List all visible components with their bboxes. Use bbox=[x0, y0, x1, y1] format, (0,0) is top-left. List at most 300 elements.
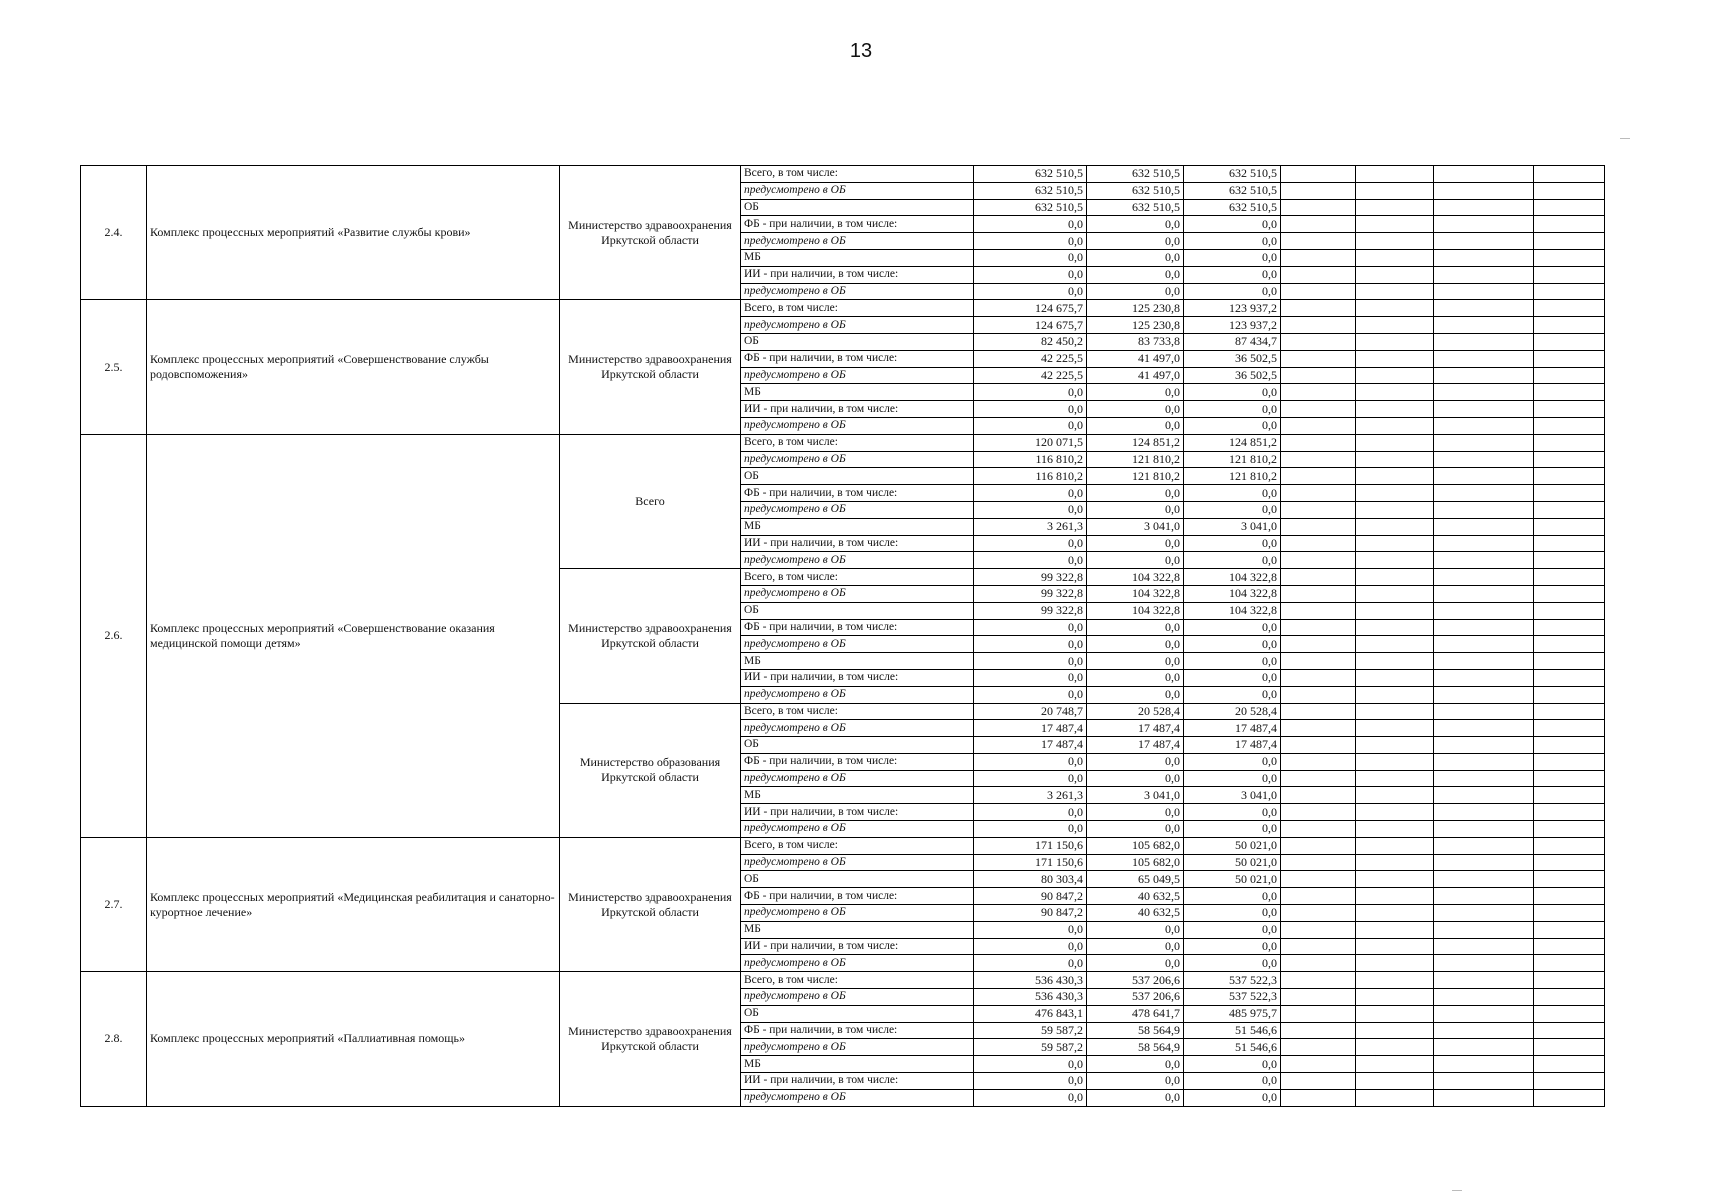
amount-cell: 42 225,5 bbox=[974, 367, 1087, 384]
amount-cell: 0,0 bbox=[1087, 938, 1184, 955]
amount-cell: 0,0 bbox=[1184, 283, 1281, 300]
empty-cell bbox=[1534, 653, 1605, 670]
empty-cell bbox=[1434, 955, 1534, 972]
empty-cell bbox=[1434, 804, 1534, 821]
empty-cell bbox=[1534, 720, 1605, 737]
funding-source-label: предусмотрено в ОБ bbox=[741, 417, 974, 434]
table-body bbox=[81, 166, 1605, 1107]
amount-cell: 537 522,3 bbox=[1184, 989, 1281, 1006]
amount-cell: 0,0 bbox=[1087, 417, 1184, 434]
funding-source-label: МБ bbox=[741, 249, 974, 266]
empty-cell bbox=[1434, 787, 1534, 804]
amount-cell: 120 071,5 bbox=[974, 434, 1087, 451]
empty-cell bbox=[1534, 468, 1605, 485]
funding-source-label: Всего, в том числе: bbox=[741, 837, 974, 854]
empty-cell bbox=[1281, 535, 1356, 552]
amount-cell: 0,0 bbox=[1087, 485, 1184, 502]
amount-cell: 0,0 bbox=[974, 501, 1087, 518]
empty-cell bbox=[1534, 837, 1605, 854]
funding-source-label: предусмотрено в ОБ bbox=[741, 585, 974, 602]
funding-source-label: предусмотрено в ОБ bbox=[741, 854, 974, 871]
amount-cell: 20 748,7 bbox=[974, 703, 1087, 720]
amount-cell: 124 675,7 bbox=[974, 300, 1087, 317]
empty-cell bbox=[1281, 1022, 1356, 1039]
funding-source-label: ФБ - при наличии, в том числе: bbox=[741, 485, 974, 502]
amount-cell: 0,0 bbox=[1087, 955, 1184, 972]
empty-cell bbox=[1534, 166, 1605, 183]
funding-source-label: ИИ - при наличии, в том числе: bbox=[741, 669, 974, 686]
empty-cell bbox=[1534, 249, 1605, 266]
funding-source-label: Всего, в том числе: bbox=[741, 569, 974, 586]
budget-table bbox=[80, 165, 1605, 1107]
empty-cell bbox=[1356, 1039, 1434, 1056]
empty-cell bbox=[1356, 434, 1434, 451]
empty-cell bbox=[1534, 233, 1605, 250]
empty-cell bbox=[1534, 703, 1605, 720]
empty-cell bbox=[1356, 300, 1434, 317]
empty-cell bbox=[1356, 317, 1434, 334]
amount-cell: 59 587,2 bbox=[974, 1039, 1087, 1056]
amount-cell: 0,0 bbox=[1184, 1056, 1281, 1073]
table-row bbox=[81, 972, 1605, 989]
empty-cell bbox=[1281, 653, 1356, 670]
empty-cell bbox=[1434, 1005, 1534, 1022]
empty-cell bbox=[1356, 501, 1434, 518]
amount-cell: 632 510,5 bbox=[1087, 182, 1184, 199]
empty-cell bbox=[1434, 283, 1534, 300]
empty-cell bbox=[1356, 350, 1434, 367]
amount-cell: 0,0 bbox=[974, 249, 1087, 266]
empty-cell bbox=[1281, 888, 1356, 905]
empty-cell bbox=[1434, 317, 1534, 334]
empty-cell bbox=[1281, 854, 1356, 871]
empty-cell bbox=[1281, 989, 1356, 1006]
empty-cell bbox=[1434, 653, 1534, 670]
funding-source-label: предусмотрено в ОБ bbox=[741, 501, 974, 518]
empty-cell bbox=[1356, 1056, 1434, 1073]
scan-mark bbox=[1620, 138, 1630, 139]
amount-cell: 0,0 bbox=[1087, 653, 1184, 670]
empty-cell bbox=[1534, 905, 1605, 922]
executor-name: Министерство здравоохранения Иркутской области bbox=[560, 972, 741, 1106]
empty-cell bbox=[1356, 216, 1434, 233]
empty-cell bbox=[1434, 367, 1534, 384]
empty-cell bbox=[1434, 1089, 1534, 1106]
amount-cell: 17 487,4 bbox=[1184, 720, 1281, 737]
amount-cell: 0,0 bbox=[1087, 535, 1184, 552]
amount-cell: 87 434,7 bbox=[1184, 333, 1281, 350]
empty-cell bbox=[1281, 367, 1356, 384]
empty-cell bbox=[1281, 333, 1356, 350]
amount-cell: 0,0 bbox=[1087, 619, 1184, 636]
empty-cell bbox=[1281, 182, 1356, 199]
empty-cell bbox=[1356, 955, 1434, 972]
empty-cell bbox=[1356, 989, 1434, 1006]
empty-cell bbox=[1434, 821, 1534, 838]
empty-cell bbox=[1534, 417, 1605, 434]
empty-cell bbox=[1534, 804, 1605, 821]
empty-cell bbox=[1534, 317, 1605, 334]
empty-cell bbox=[1534, 552, 1605, 569]
funding-source-label: МБ bbox=[741, 787, 974, 804]
empty-cell bbox=[1281, 199, 1356, 216]
amount-cell: 105 682,0 bbox=[1087, 837, 1184, 854]
empty-cell bbox=[1434, 1022, 1534, 1039]
empty-cell bbox=[1434, 1039, 1534, 1056]
empty-cell bbox=[1356, 518, 1434, 535]
empty-cell bbox=[1281, 585, 1356, 602]
funding-source-label: ФБ - при наличии, в том числе: bbox=[741, 1022, 974, 1039]
funding-source-label: Всего, в том числе: bbox=[741, 166, 974, 183]
activity-name: Комплекс процессных мероприятий «Паллиативная помощь» bbox=[147, 972, 560, 1106]
funding-source-label: МБ bbox=[741, 518, 974, 535]
amount-cell: 476 843,1 bbox=[974, 1005, 1087, 1022]
empty-cell bbox=[1534, 1073, 1605, 1090]
amount-cell: 0,0 bbox=[1184, 669, 1281, 686]
empty-cell bbox=[1356, 266, 1434, 283]
empty-cell bbox=[1434, 182, 1534, 199]
table-row bbox=[81, 837, 1605, 854]
empty-cell bbox=[1281, 233, 1356, 250]
executor-name: Министерство образования Иркутской области bbox=[560, 703, 741, 837]
empty-cell bbox=[1434, 468, 1534, 485]
funding-source-label: ФБ - при наличии, в том числе: bbox=[741, 619, 974, 636]
item-number: 2.5. bbox=[81, 300, 147, 434]
amount-cell: 0,0 bbox=[1184, 636, 1281, 653]
funding-source-label: ИИ - при наличии, в том числе: bbox=[741, 266, 974, 283]
amount-cell: 632 510,5 bbox=[1184, 182, 1281, 199]
amount-cell: 58 564,9 bbox=[1087, 1039, 1184, 1056]
table-row bbox=[81, 166, 1605, 183]
empty-cell bbox=[1534, 686, 1605, 703]
amount-cell: 632 510,5 bbox=[974, 182, 1087, 199]
funding-source-label: ФБ - при наличии, в том числе: bbox=[741, 888, 974, 905]
empty-cell bbox=[1534, 199, 1605, 216]
empty-cell bbox=[1434, 552, 1534, 569]
amount-cell: 536 430,3 bbox=[974, 972, 1087, 989]
amount-cell: 42 225,5 bbox=[974, 350, 1087, 367]
amount-cell: 0,0 bbox=[1184, 921, 1281, 938]
amount-cell: 51 546,6 bbox=[1184, 1039, 1281, 1056]
empty-cell bbox=[1434, 753, 1534, 770]
empty-cell bbox=[1534, 669, 1605, 686]
funding-source-label: ФБ - при наличии, в том числе: bbox=[741, 350, 974, 367]
amount-cell: 104 322,8 bbox=[1087, 585, 1184, 602]
empty-cell bbox=[1281, 518, 1356, 535]
empty-cell bbox=[1281, 283, 1356, 300]
funding-source-label: ИИ - при наличии, в том числе: bbox=[741, 1073, 974, 1090]
empty-cell bbox=[1534, 401, 1605, 418]
empty-cell bbox=[1434, 233, 1534, 250]
empty-cell bbox=[1281, 636, 1356, 653]
empty-cell bbox=[1434, 333, 1534, 350]
amount-cell: 0,0 bbox=[974, 921, 1087, 938]
empty-cell bbox=[1534, 636, 1605, 653]
empty-cell bbox=[1281, 434, 1356, 451]
empty-cell bbox=[1434, 585, 1534, 602]
empty-cell bbox=[1356, 821, 1434, 838]
empty-cell bbox=[1356, 686, 1434, 703]
empty-cell bbox=[1534, 585, 1605, 602]
amount-cell: 0,0 bbox=[1087, 501, 1184, 518]
empty-cell bbox=[1434, 636, 1534, 653]
empty-cell bbox=[1356, 602, 1434, 619]
empty-cell bbox=[1534, 753, 1605, 770]
empty-cell bbox=[1356, 636, 1434, 653]
empty-cell bbox=[1356, 871, 1434, 888]
amount-cell: 632 510,5 bbox=[1184, 166, 1281, 183]
empty-cell bbox=[1281, 737, 1356, 754]
funding-source-label: предусмотрено в ОБ bbox=[741, 233, 974, 250]
empty-cell bbox=[1534, 1039, 1605, 1056]
item-number: 2.7. bbox=[81, 837, 147, 971]
amount-cell: 632 510,5 bbox=[1087, 166, 1184, 183]
empty-cell bbox=[1281, 468, 1356, 485]
empty-cell bbox=[1534, 1056, 1605, 1073]
empty-cell bbox=[1281, 669, 1356, 686]
amount-cell: 121 810,2 bbox=[1087, 468, 1184, 485]
amount-cell: 0,0 bbox=[974, 938, 1087, 955]
empty-cell bbox=[1356, 417, 1434, 434]
amount-cell: 90 847,2 bbox=[974, 888, 1087, 905]
amount-cell: 0,0 bbox=[974, 552, 1087, 569]
empty-cell bbox=[1356, 182, 1434, 199]
empty-cell bbox=[1434, 938, 1534, 955]
funding-source-label: ИИ - при наличии, в том числе: bbox=[741, 804, 974, 821]
activity-name: Комплекс процессных мероприятий «Совершенствование службы родовспоможения» bbox=[147, 300, 560, 434]
amount-cell: 0,0 bbox=[974, 653, 1087, 670]
empty-cell bbox=[1356, 535, 1434, 552]
empty-cell bbox=[1534, 888, 1605, 905]
activity-name: Комплекс процессных мероприятий «Медицинская реабилитация и санаторно-курортное лечение» bbox=[147, 837, 560, 971]
empty-cell bbox=[1434, 350, 1534, 367]
amount-cell: 105 682,0 bbox=[1087, 854, 1184, 871]
empty-cell bbox=[1356, 972, 1434, 989]
empty-cell bbox=[1434, 989, 1534, 1006]
funding-source-label: ИИ - при наличии, в том числе: bbox=[741, 938, 974, 955]
empty-cell bbox=[1534, 333, 1605, 350]
amount-cell: 36 502,5 bbox=[1184, 367, 1281, 384]
amount-cell: 83 733,8 bbox=[1087, 333, 1184, 350]
empty-cell bbox=[1434, 300, 1534, 317]
empty-cell bbox=[1356, 166, 1434, 183]
empty-cell bbox=[1356, 451, 1434, 468]
amount-cell: 0,0 bbox=[974, 401, 1087, 418]
amount-cell: 99 322,8 bbox=[974, 585, 1087, 602]
empty-cell bbox=[1356, 737, 1434, 754]
amount-cell: 124 851,2 bbox=[1184, 434, 1281, 451]
amount-cell: 104 322,8 bbox=[1184, 602, 1281, 619]
amount-cell: 90 847,2 bbox=[974, 905, 1087, 922]
amount-cell: 104 322,8 bbox=[1184, 569, 1281, 586]
amount-cell: 3 041,0 bbox=[1184, 518, 1281, 535]
empty-cell bbox=[1434, 166, 1534, 183]
amount-cell: 0,0 bbox=[1184, 888, 1281, 905]
empty-cell bbox=[1434, 737, 1534, 754]
empty-cell bbox=[1434, 1056, 1534, 1073]
amount-cell: 0,0 bbox=[1184, 804, 1281, 821]
amount-cell: 0,0 bbox=[974, 686, 1087, 703]
empty-cell bbox=[1434, 854, 1534, 871]
item-number: 2.4. bbox=[81, 166, 147, 300]
amount-cell: 50 021,0 bbox=[1184, 837, 1281, 854]
amount-cell: 0,0 bbox=[1184, 653, 1281, 670]
funding-source-label: Всего, в том числе: bbox=[741, 972, 974, 989]
empty-cell bbox=[1356, 619, 1434, 636]
amount-cell: 0,0 bbox=[974, 753, 1087, 770]
amount-cell: 0,0 bbox=[1087, 233, 1184, 250]
amount-cell: 632 510,5 bbox=[974, 199, 1087, 216]
funding-source-label: ОБ bbox=[741, 871, 974, 888]
amount-cell: 0,0 bbox=[974, 955, 1087, 972]
empty-cell bbox=[1281, 871, 1356, 888]
amount-cell: 0,0 bbox=[974, 1056, 1087, 1073]
amount-cell: 121 810,2 bbox=[1087, 451, 1184, 468]
empty-cell bbox=[1281, 921, 1356, 938]
empty-cell bbox=[1356, 804, 1434, 821]
empty-cell bbox=[1356, 905, 1434, 922]
empty-cell bbox=[1356, 787, 1434, 804]
empty-cell bbox=[1434, 619, 1534, 636]
amount-cell: 0,0 bbox=[974, 384, 1087, 401]
empty-cell bbox=[1356, 233, 1434, 250]
empty-cell bbox=[1534, 921, 1605, 938]
amount-cell: 0,0 bbox=[974, 669, 1087, 686]
amount-cell: 0,0 bbox=[1087, 686, 1184, 703]
amount-cell: 0,0 bbox=[1184, 216, 1281, 233]
empty-cell bbox=[1434, 249, 1534, 266]
amount-cell: 0,0 bbox=[1087, 669, 1184, 686]
amount-cell: 0,0 bbox=[974, 485, 1087, 502]
empty-cell bbox=[1356, 653, 1434, 670]
amount-cell: 0,0 bbox=[1087, 283, 1184, 300]
empty-cell bbox=[1434, 434, 1534, 451]
amount-cell: 0,0 bbox=[974, 535, 1087, 552]
empty-cell bbox=[1281, 317, 1356, 334]
amount-cell: 0,0 bbox=[1087, 401, 1184, 418]
funding-source-label: предусмотрено в ОБ bbox=[741, 821, 974, 838]
amount-cell: 0,0 bbox=[1087, 921, 1184, 938]
amount-cell: 536 430,3 bbox=[974, 989, 1087, 1006]
amount-cell: 0,0 bbox=[1184, 552, 1281, 569]
funding-source-label: предусмотрено в ОБ bbox=[741, 1039, 974, 1056]
empty-cell bbox=[1534, 821, 1605, 838]
empty-cell bbox=[1356, 1089, 1434, 1106]
amount-cell: 0,0 bbox=[1184, 686, 1281, 703]
amount-cell: 485 975,7 bbox=[1184, 1005, 1281, 1022]
amount-cell: 40 632,5 bbox=[1087, 905, 1184, 922]
executor-name: Министерство здравоохранения Иркутской области bbox=[560, 569, 741, 703]
empty-cell bbox=[1356, 249, 1434, 266]
empty-cell bbox=[1356, 585, 1434, 602]
table-row bbox=[81, 300, 1605, 317]
amount-cell: 0,0 bbox=[1087, 266, 1184, 283]
empty-cell bbox=[1281, 619, 1356, 636]
empty-cell bbox=[1281, 1056, 1356, 1073]
empty-cell bbox=[1534, 367, 1605, 384]
empty-cell bbox=[1281, 249, 1356, 266]
empty-cell bbox=[1434, 720, 1534, 737]
empty-cell bbox=[1534, 619, 1605, 636]
empty-cell bbox=[1356, 837, 1434, 854]
empty-cell bbox=[1534, 451, 1605, 468]
funding-source-label: ИИ - при наличии, в том числе: bbox=[741, 401, 974, 418]
amount-cell: 58 564,9 bbox=[1087, 1022, 1184, 1039]
empty-cell bbox=[1434, 199, 1534, 216]
amount-cell: 537 206,6 bbox=[1087, 972, 1184, 989]
empty-cell bbox=[1281, 1005, 1356, 1022]
empty-cell bbox=[1534, 485, 1605, 502]
empty-cell bbox=[1356, 669, 1434, 686]
funding-source-label: предусмотрено в ОБ bbox=[741, 451, 974, 468]
funding-source-label: ОБ bbox=[741, 199, 974, 216]
amount-cell: 632 510,5 bbox=[974, 166, 1087, 183]
amount-cell: 0,0 bbox=[1087, 216, 1184, 233]
empty-cell bbox=[1434, 1073, 1534, 1090]
empty-cell bbox=[1281, 569, 1356, 586]
empty-cell bbox=[1356, 720, 1434, 737]
amount-cell: 0,0 bbox=[1184, 905, 1281, 922]
empty-cell bbox=[1434, 451, 1534, 468]
empty-cell bbox=[1534, 384, 1605, 401]
funding-source-label: предусмотрено в ОБ bbox=[741, 182, 974, 199]
funding-source-label: предусмотрено в ОБ bbox=[741, 317, 974, 334]
funding-source-label: предусмотрено в ОБ bbox=[741, 770, 974, 787]
amount-cell: 50 021,0 bbox=[1184, 871, 1281, 888]
amount-cell: 0,0 bbox=[1184, 501, 1281, 518]
funding-source-label: Всего, в том числе: bbox=[741, 300, 974, 317]
amount-cell: 0,0 bbox=[974, 636, 1087, 653]
empty-cell bbox=[1281, 703, 1356, 720]
amount-cell: 124 675,7 bbox=[974, 317, 1087, 334]
empty-cell bbox=[1281, 686, 1356, 703]
funding-source-label: ИИ - при наличии, в том числе: bbox=[741, 535, 974, 552]
funding-source-label: предусмотрено в ОБ bbox=[741, 367, 974, 384]
empty-cell bbox=[1434, 384, 1534, 401]
amount-cell: 3 041,0 bbox=[1087, 518, 1184, 535]
empty-cell bbox=[1534, 518, 1605, 535]
amount-cell: 0,0 bbox=[974, 770, 1087, 787]
amount-cell: 0,0 bbox=[974, 233, 1087, 250]
amount-cell: 0,0 bbox=[1184, 401, 1281, 418]
amount-cell: 0,0 bbox=[1184, 619, 1281, 636]
amount-cell: 40 632,5 bbox=[1087, 888, 1184, 905]
funding-source-label: предусмотрено в ОБ bbox=[741, 686, 974, 703]
empty-cell bbox=[1534, 737, 1605, 754]
table-row bbox=[81, 434, 1605, 451]
empty-cell bbox=[1534, 501, 1605, 518]
empty-cell bbox=[1281, 1039, 1356, 1056]
amount-cell: 20 528,4 bbox=[1087, 703, 1184, 720]
executor-name: Министерство здравоохранения Иркутской области bbox=[560, 300, 741, 434]
amount-cell: 116 810,2 bbox=[974, 468, 1087, 485]
amount-cell: 0,0 bbox=[1184, 535, 1281, 552]
funding-source-label: Всего, в том числе: bbox=[741, 703, 974, 720]
activity-name: Комплекс процессных мероприятий «Развитие службы крови» bbox=[147, 166, 560, 300]
amount-cell: 99 322,8 bbox=[974, 602, 1087, 619]
funding-source-label: МБ bbox=[741, 653, 974, 670]
empty-cell bbox=[1281, 417, 1356, 434]
executor-name: Министерство здравоохранения Иркутской области bbox=[560, 837, 741, 971]
empty-cell bbox=[1434, 501, 1534, 518]
amount-cell: 0,0 bbox=[974, 1089, 1087, 1106]
amount-cell: 3 041,0 bbox=[1087, 787, 1184, 804]
empty-cell bbox=[1281, 401, 1356, 418]
funding-source-label: ОБ bbox=[741, 468, 974, 485]
empty-cell bbox=[1434, 216, 1534, 233]
funding-source-label: МБ bbox=[741, 1056, 974, 1073]
empty-cell bbox=[1534, 989, 1605, 1006]
